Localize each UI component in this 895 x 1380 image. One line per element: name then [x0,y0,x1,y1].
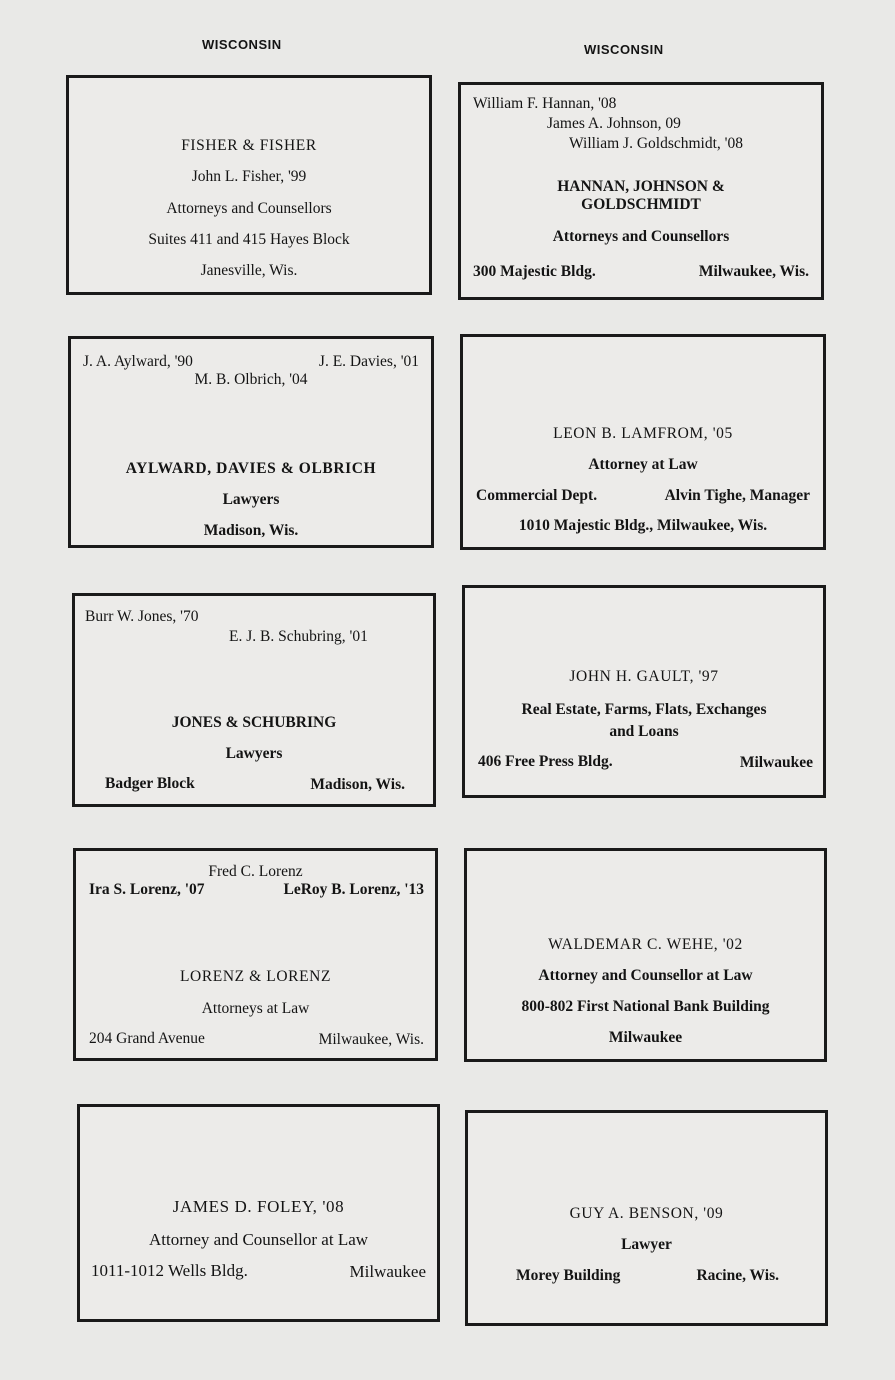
attorney-city: Racine, Wis. [696,1267,779,1284]
agent-name: JOHN H. GAULT, '97 [569,668,719,685]
attorney-title: Attorney at Law [588,456,698,473]
firm-city: Madison, Wis. [203,522,299,539]
agent-address: 406 Free Press Bldg. [478,753,613,770]
attorney-address: 1011-1012 Wells Bldg. [91,1261,248,1280]
card-guy-a-benson [465,1110,828,1326]
firm-name: HANNAN, JOHNSON & [557,178,725,195]
attorney-name: LEON B. LAMFROM, '05 [553,425,733,442]
attorney-title: Lawyer [621,1236,672,1253]
card-aylward-davies-olbrich [68,336,434,548]
partner-name: E. J. B. Schubring, '01 [229,628,368,645]
attorney-title: Attorney and Counsellor at Law [148,1230,369,1249]
partner-name: Fred C. Lorenz [208,863,303,880]
attorney-address: 1010 Majestic Bldg., Milwaukee, Wis. [518,517,768,534]
firm-title: Attorneys and Counsellors [166,200,332,217]
business-line-continued: and Loans [609,723,679,740]
firm-name: FISHER & FISHER [181,137,317,154]
partner-name: John L. Fisher, '99 [191,168,307,185]
partner-name: Ira S. Lorenz, '07 [89,881,205,898]
firm-title: Lawyers [225,745,283,762]
firm-name: JONES & SCHUBRING [171,714,337,731]
attorney-address: 800-802 First National Bank Building [521,998,770,1015]
firm-city: Milwaukee, Wis. [318,1031,424,1048]
firm-title: Attorneys and Counsellors [552,228,730,245]
firm-title: Attorneys at Law [201,1000,310,1017]
firm-name: AYLWARD, DAVIES & OLBRICH [125,460,377,477]
card-waldemar-c-wehe [464,848,827,1062]
partner-name: William J. Goldschmidt, '08 [569,135,743,152]
firm-address: Suites 411 and 415 Hayes Block [148,231,350,248]
card-john-h-gault [462,585,826,798]
attorney-name: JAMES D. FOLEY, '08 [172,1197,345,1216]
partner-name: M. B. Olbrich, '04 [194,371,308,388]
right-column-header: WISCONSIN [584,42,664,57]
card-hannan-johnson-goldschmidt [458,82,824,300]
department: Commercial Dept. [476,487,598,504]
attorney-title: Attorney and Counsellor at Law [538,967,753,984]
card-lorenz-and-lorenz [73,848,438,1061]
firm-address: Badger Block [105,775,195,792]
attorney-name: WALDEMAR C. WEHE, '02 [548,936,743,953]
firm-city: Janesville, Wis. [200,262,298,279]
firm-address: 300 Majestic Bldg. [473,263,596,280]
partner-name: J. A. Aylward, '90 [83,353,193,370]
attorney-name: GUY A. BENSON, '09 [569,1205,724,1222]
attorney-city: Milwaukee [608,1029,683,1046]
card-leon-b-lamfrom [460,334,826,550]
firm-city: Milwaukee, Wis. [698,263,809,280]
left-column-header: WISCONSIN [202,37,282,52]
firm-name: LORENZ & LORENZ [179,968,332,985]
partner-name: LeRoy B. Lorenz, '13 [283,881,424,898]
firm-name-continued: GOLDSCHMIDT [581,196,701,213]
attorney-city: Milwaukee [349,1262,426,1281]
manager: Alvin Tighe, Manager [664,487,810,504]
business-line: Real Estate, Farms, Flats, Exchanges [521,701,767,718]
card-james-d-foley [77,1104,440,1322]
firm-address: 204 Grand Avenue [89,1030,205,1047]
attorney-address: Morey Building [516,1267,621,1284]
firm-city: Madison, Wis. [310,776,405,793]
card-jones-and-schubring [72,593,436,807]
partner-name: William F. Hannan, '08 [473,95,617,112]
agent-city: Milwaukee [739,754,813,771]
firm-title: Lawyers [222,491,280,508]
card-fisher-and-fisher [66,75,432,295]
partner-name: J. E. Davies, '01 [318,353,419,370]
partner-name: Burr W. Jones, '70 [85,608,199,625]
partner-name: James A. Johnson, 09 [547,115,681,132]
